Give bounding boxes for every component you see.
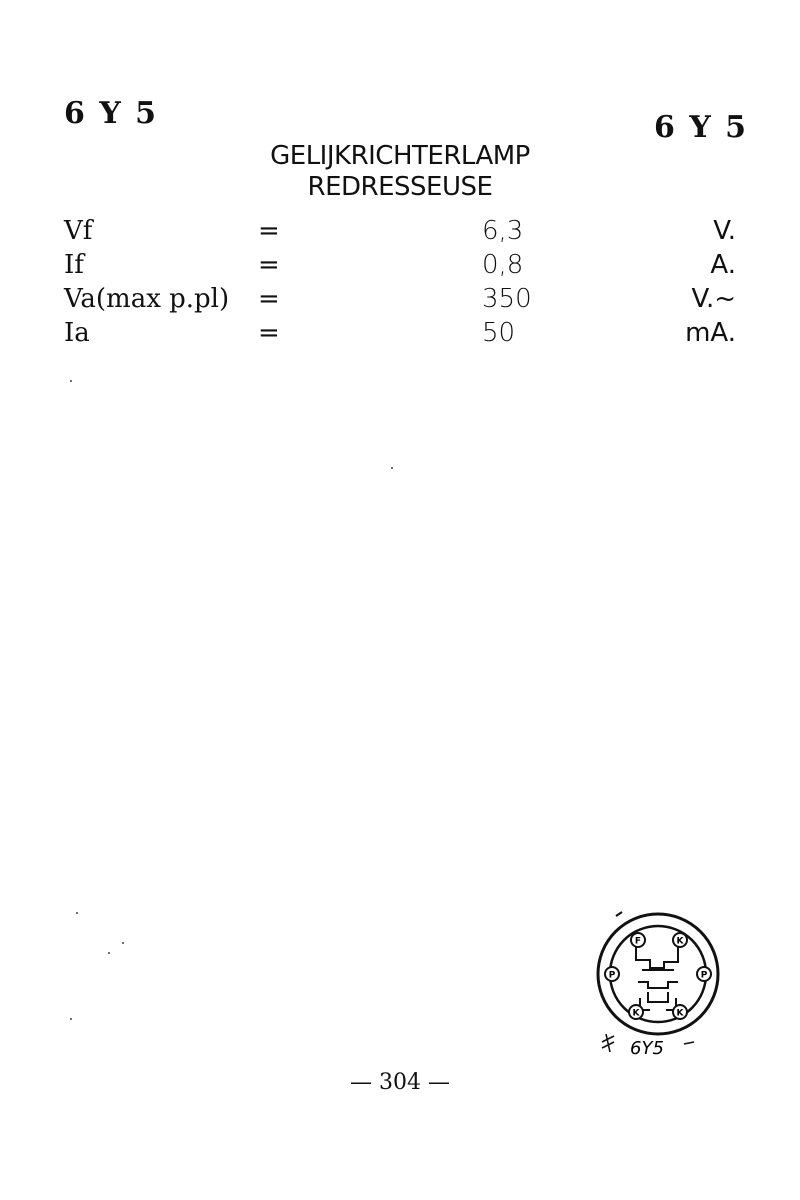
spec-row xyxy=(0,284,800,318)
spec-value: 0,8 xyxy=(482,250,524,280)
caption-dash xyxy=(684,1042,694,1044)
pin-f xyxy=(631,933,645,947)
spec-equals: = xyxy=(258,250,280,280)
spec-value: 6,3 xyxy=(482,216,524,246)
spec-unit: A. xyxy=(710,250,736,280)
spec-unit: mA. xyxy=(685,318,736,348)
spec-equals: = xyxy=(258,216,280,246)
scan-speck xyxy=(122,942,124,944)
pin-label: K xyxy=(676,1008,684,1019)
title-dutch: GELIJKRICHTERLAMP xyxy=(270,141,530,171)
spec-param: Ia xyxy=(64,318,90,348)
pin-label: K xyxy=(632,1008,640,1019)
diagram-caption: 6Y5 xyxy=(630,1038,664,1058)
spec-equals: = xyxy=(258,318,280,348)
pin-label: P xyxy=(608,970,616,981)
spec-unit: V. xyxy=(713,216,736,246)
title-french: REDRESSEUSE xyxy=(307,172,493,202)
spec-param: Vf xyxy=(64,216,93,246)
electrode-sketch xyxy=(636,940,678,1010)
scan-speck xyxy=(76,912,78,914)
pin-label: F xyxy=(634,936,642,947)
spec-unit: V.~ xyxy=(691,284,736,314)
pin-label: P xyxy=(700,970,708,981)
socket-inner-ring xyxy=(610,926,706,1022)
spec-param: Va(max p.pl) xyxy=(64,284,230,314)
pin-p xyxy=(605,967,619,981)
pin-k xyxy=(629,1005,643,1019)
spec-row xyxy=(0,250,800,284)
pin-label: K xyxy=(676,936,684,947)
tube-type-left: 6 Y 5 xyxy=(64,96,159,131)
spec-value: 350 xyxy=(482,284,532,314)
specs-table xyxy=(0,216,800,352)
scan-speck xyxy=(108,952,110,954)
scan-speck xyxy=(70,1018,72,1020)
spec-value: 50 xyxy=(482,318,516,348)
tube-type-right: 6 Y 5 xyxy=(654,110,749,145)
symbol-icon xyxy=(602,1034,614,1052)
spec-param: If xyxy=(64,250,84,280)
spec-row xyxy=(0,216,800,250)
pin-k xyxy=(673,933,687,947)
spec-row xyxy=(0,318,800,352)
scan-speck xyxy=(70,380,72,382)
page-number: — 304 — xyxy=(350,1070,450,1095)
spec-equals: = xyxy=(258,284,280,314)
scan-speck xyxy=(391,467,393,469)
key-marker-icon xyxy=(616,912,622,916)
pin-p xyxy=(697,967,711,981)
tube-base-diagram xyxy=(590,908,726,1058)
pin-k xyxy=(673,1005,687,1019)
